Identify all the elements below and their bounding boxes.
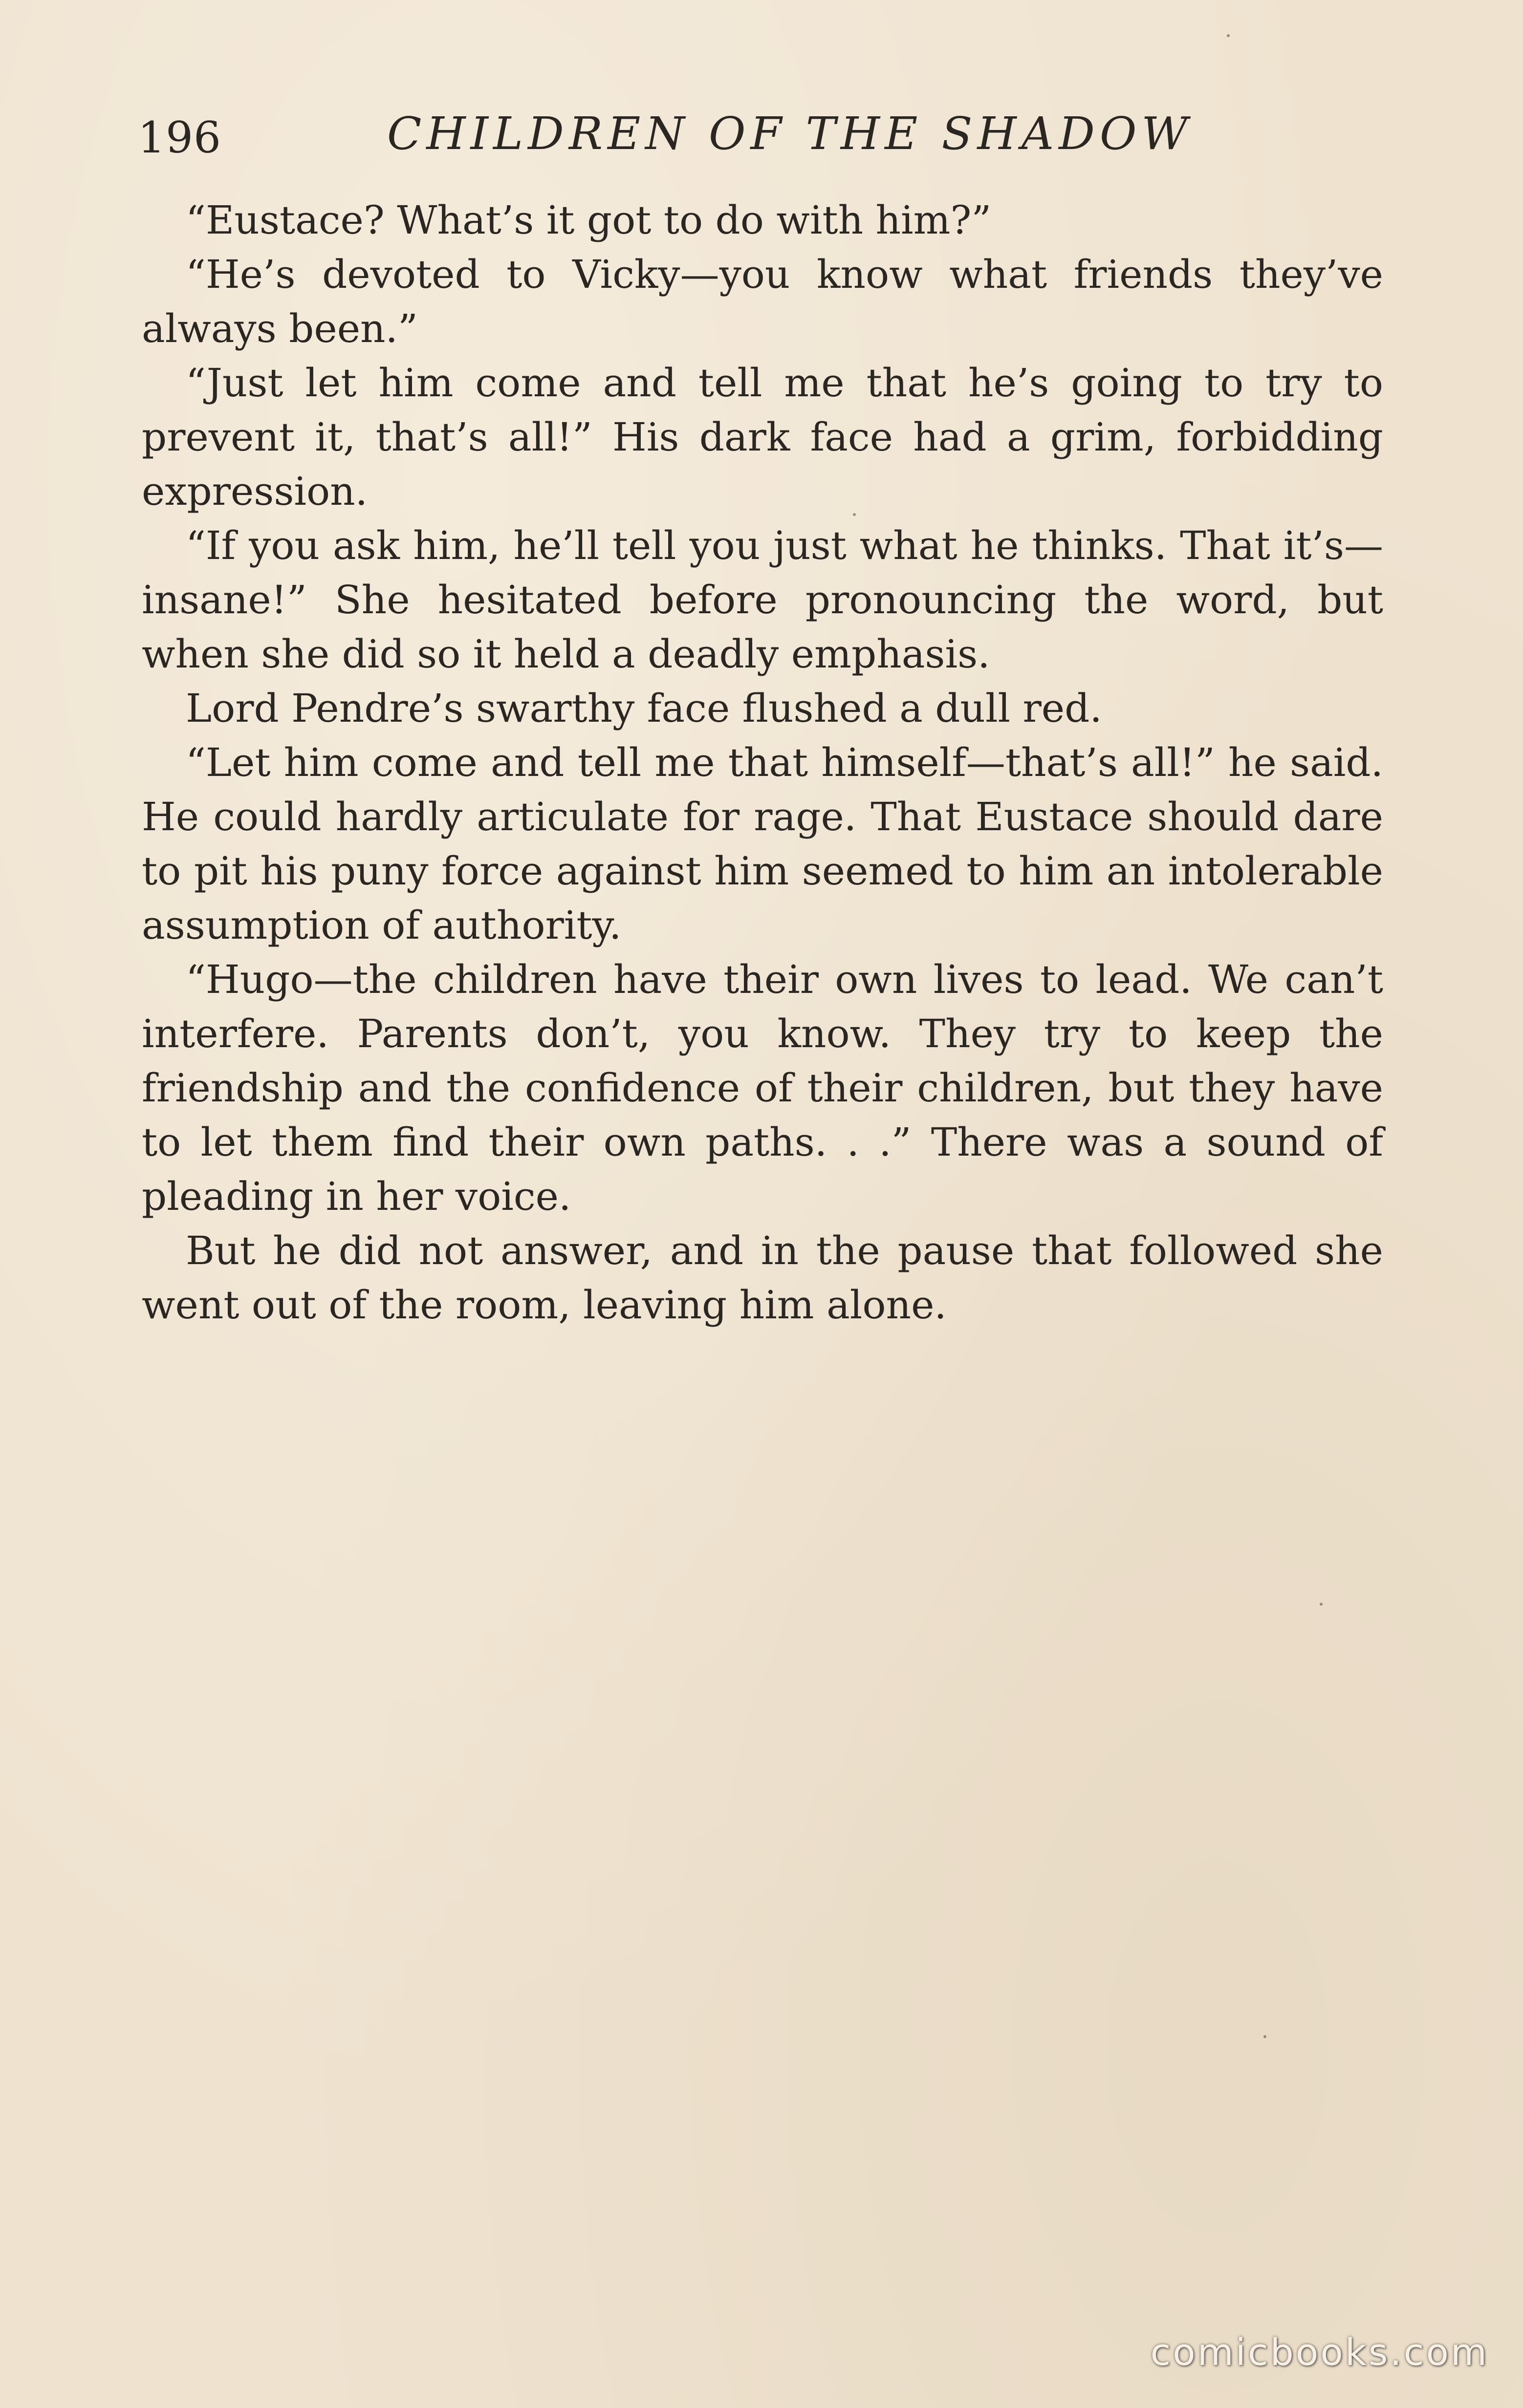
paper-speck [853, 513, 856, 516]
paragraph: “If you ask him, he’ll tell you just what he thinks. That it’s—insane!” She hesitated before pronouncing the word, but when she did so it held a deadly emphasis. [142, 523, 1383, 677]
paragraph: “Let him come and tell me that himself—that’s all!” he said. He could hardly articulate for rage. That Eustace should dare to pit his puny force against him seemed to him an intolerable assumption of authority. [142, 740, 1383, 948]
body-text [142, 193, 1383, 1332]
paper-speck [1227, 34, 1230, 37]
watermark: comicbooks.com [1150, 2330, 1489, 2374]
paragraph: “Just let him come and tell me that he’s going to try to prevent it, that’s all!” His dark face had a grim, forbidding expression. [142, 360, 1383, 514]
paper-speck [1320, 1603, 1323, 1606]
paragraph: “He’s devoted to Vicky—you know what friends they’ve always been.” [142, 252, 1383, 351]
paragraph: “Eustace? What’s it got to do with him?” [186, 197, 992, 243]
page-header [138, 108, 1379, 171]
paragraph: Lord Pendre’s swarthy face flushed a dull red. [186, 686, 1102, 731]
paragraph: “Hugo—the children have their own lives to lead. We can’t interfere. Parents don’t, you know. They try to keep the friendship and the confidence of their children, but they have to let them find their own paths. . .” There was a sound of pleading in her voice. [142, 957, 1383, 1219]
page-number: 196 [138, 112, 221, 163]
paper-speck [1263, 2035, 1266, 2038]
running-head: CHILDREN OF THE SHADOW [387, 108, 1193, 160]
paragraph: But he did not answer, and in the pause that followed she went out of the room, leaving him alone. [142, 1228, 1383, 1328]
